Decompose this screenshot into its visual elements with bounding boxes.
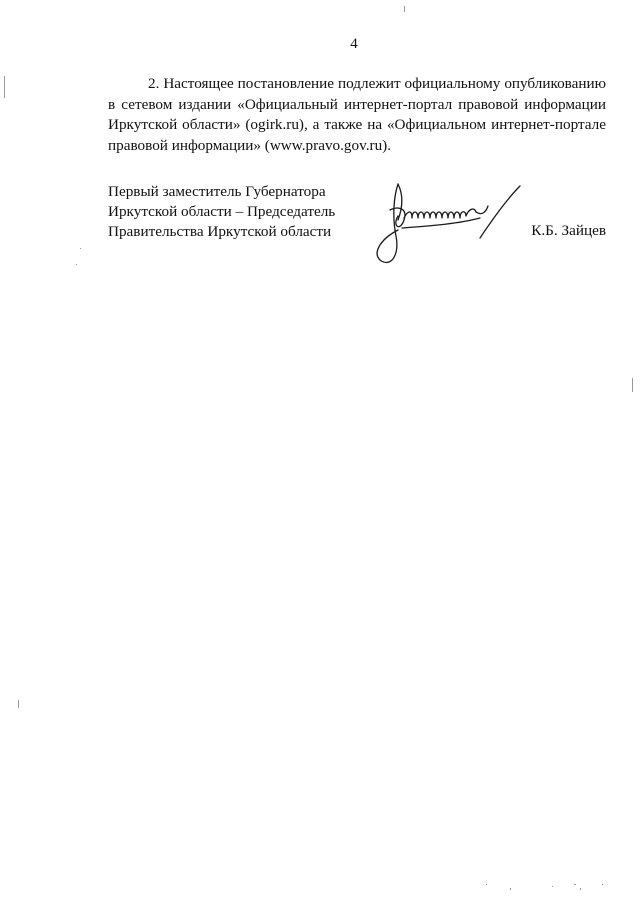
signer-position-line-3: Правительства Иркутской области [108,223,332,240]
signer-position-line-1: Первый заместитель Губернатора [108,183,326,200]
signer-name: К.Б. Зайцев [531,222,606,239]
scan-speck [602,884,603,885]
scan-speck [80,248,81,249]
scan-speck [574,884,576,885]
scan-speck [404,6,405,12]
scan-speck [486,884,487,885]
scan-speck [18,700,19,708]
scan-speck [4,76,5,98]
scan-speck [76,264,77,265]
signer-position-line-2: Иркутской области – Председатель [108,203,336,220]
scan-speck [580,888,581,890]
signer-position [108,182,335,242]
scan-speck [632,378,633,392]
handwritten-signature [368,176,528,272]
page-number: 4 [350,36,358,52]
publication-paragraph: 2. Настоящее постановление подлежит официальному опубликованию в сетевом издании «Официальный интернет-портал правовой информации Иркутской области» (ogirk.ru), а также на «Официальном интернет-портале правовой информации» (www.pravo.gov.ru). [108,75,606,154]
scan-speck [552,886,553,887]
scan-speck [510,888,511,890]
